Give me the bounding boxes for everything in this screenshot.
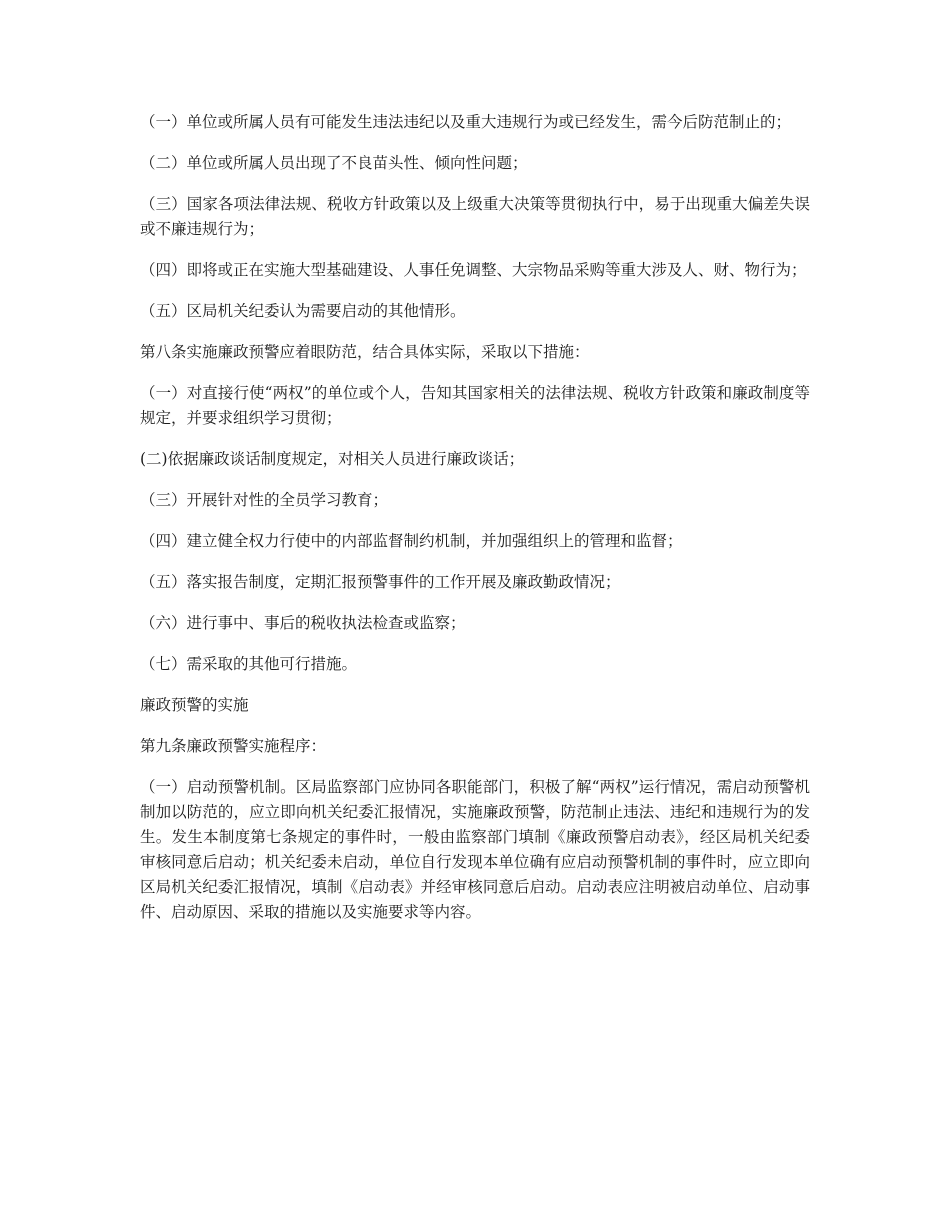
paragraph-measure-7: （七）需采取的其他可行措施。: [140, 655, 358, 673]
paragraph-measure-1: （一）对直接行使“两权”的单位或个人，告知其国家相关的法律法规、税收方针政策和廉政制度等规定，并要求组织学习贯彻；: [140, 384, 810, 427]
paragraph-prevention-case-5: （五）区局机关纪委认为需要启动的其他情形。: [140, 302, 466, 320]
paragraph-article-8: 第八条实施廉政预警应着眼防范，结合具体实际，采取以下措施：: [140, 343, 590, 361]
section-heading-implementation: 廉政预警的实施: [140, 696, 249, 714]
paragraph-measure-4: （四）建立健全权力行使中的内部监督制约机制，并加强组织上的管理和监督；: [140, 532, 683, 550]
document-body: [140, 110, 810, 941]
paragraph-article-9: 第九条廉政预警实施程序：: [140, 737, 327, 755]
paragraph-prevention-case-1: （一）单位或所属人员有可能发生违法违纪以及重大违规行为或已经发生，需今后防范制止的；: [140, 113, 792, 131]
paragraph-prevention-case-3: （三）国家各项法律法规、税收方针政策以及上级重大决策等贯彻执行中，易于出现重大偏差失误或不廉违规行为；: [140, 195, 810, 238]
paragraph-measure-2: (二)依据廉政谈话制度规定，对相关人员进行廉政谈话；: [140, 450, 525, 468]
paragraph-measure-5: （五）落实报告制度，定期汇报预警事件的工作开展及廉政勤政情况；: [140, 573, 621, 591]
paragraph-measure-3: （三）开展针对性的全员学习教育；: [140, 491, 389, 509]
paragraph-procedure-1: （一）启动预警机制。区局监察部门应协同各职能部门，积极了解“两权”运行情况，需启动预警机制加以防范的，应立即向机关纪委汇报情况，实施廉政预警，防范制止违法、违纪和违规行为的发生。发生本制度第七条规定的事件时，一般由监察部门填制《廉政预警启动表》，经区局机关纪委审核同意后启动；机关纪委未启动，单位自行发现本单位确有应启动预警机制的事件时，应立即向区局机关纪委汇报情况，填制《启动表》并经审核同意后启动。启动表应注明被启动单位、启动事件、启动原因、采取的措施以及实施要求等内容。: [140, 778, 810, 921]
paragraph-measure-6: （六）进行事中、事后的税收执法检查或监察；: [140, 614, 466, 632]
paragraph-prevention-case-2: （二）单位或所属人员出现了不良苗头性、倾向性问题；: [140, 154, 528, 172]
paragraph-prevention-case-4: （四）即将或正在实施大型基础建设、人事任免调整、大宗物品采购等重大涉及人、财、物行为；: [140, 261, 807, 279]
